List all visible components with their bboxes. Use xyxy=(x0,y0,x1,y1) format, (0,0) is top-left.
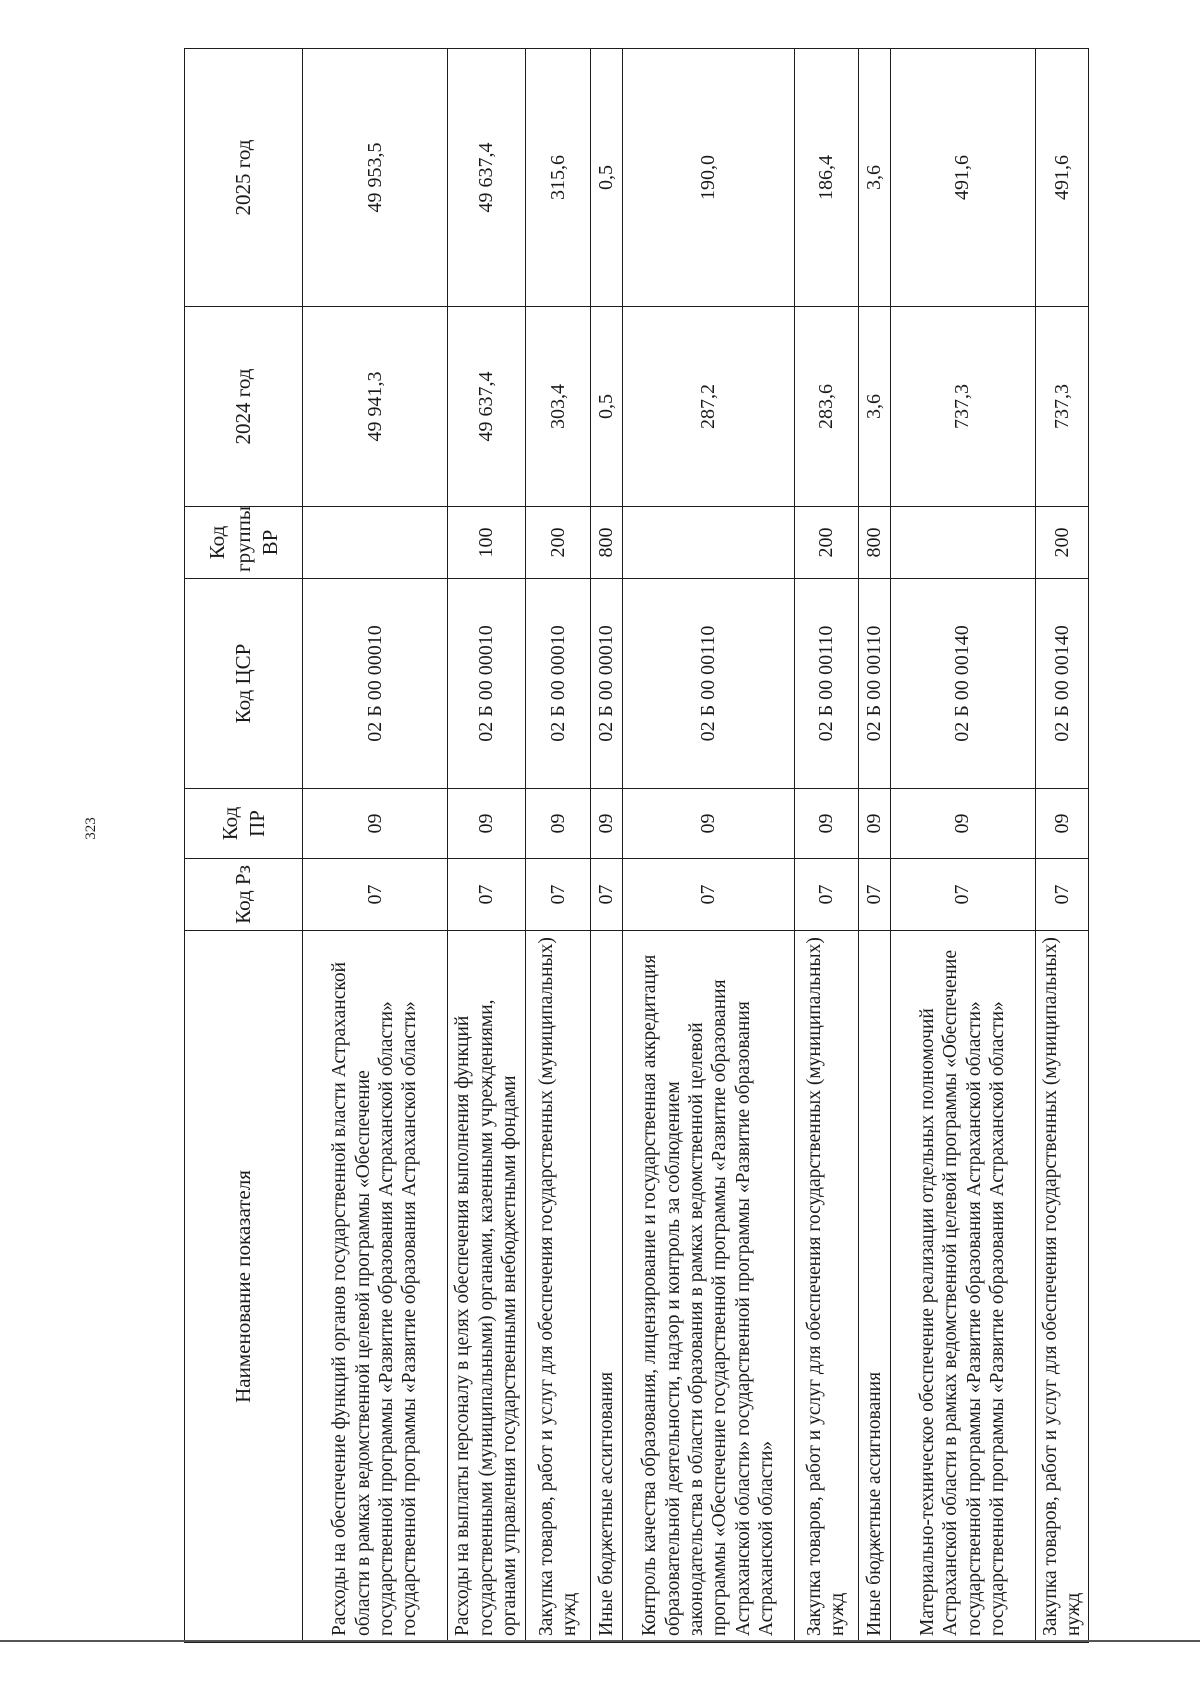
table-row xyxy=(526,49,591,1643)
cell-y2024: 49 637,4 xyxy=(448,307,526,507)
cell-y2025: 3,6 xyxy=(858,49,890,307)
cell-csr: 02 Б 00 00110 xyxy=(858,579,890,789)
cell-pr: 09 xyxy=(526,789,591,859)
cell-name: Иные бюджетные ассигнования xyxy=(858,931,890,1643)
table-row xyxy=(448,49,526,1643)
cell-y2025: 49 953,5 xyxy=(303,49,448,307)
cell-y2025: 0,5 xyxy=(591,49,623,307)
cell-name: Расходы на выплаты персоналу в целях обеспечения выполнения функций государственными (муниципальными) органами, казенными учреждениями, органами управления государственными внебюджетными фондами xyxy=(448,931,526,1643)
cell-csr: 02 Б 00 00010 xyxy=(303,579,448,789)
bottom-rule xyxy=(0,1640,1200,1642)
header-name: Наименование показателя xyxy=(185,931,303,1643)
cell-y2024: 3,6 xyxy=(858,307,890,507)
cell-pr: 09 xyxy=(591,789,623,859)
cell-rz: 07 xyxy=(591,859,623,931)
cell-csr: 02 Б 00 00010 xyxy=(448,579,526,789)
cell-rz: 07 xyxy=(794,859,858,931)
header-vr: Код группы ВР xyxy=(185,507,303,579)
table-row xyxy=(303,49,448,1643)
cell-vr: 200 xyxy=(1035,507,1089,579)
cell-rz: 07 xyxy=(1035,859,1089,931)
cell-name: Материально-техническое обеспечение реализации отдельных полномочий Астраханской области в рамках ведомственной целевой программы «Обеспечение государственной программы «Развитие образования Астраханской области» государственной программы «Развитие образования Астраханской области» xyxy=(890,931,1035,1643)
cell-y2024: 737,3 xyxy=(1035,307,1089,507)
cell-csr: 02 Б 00 00010 xyxy=(526,579,591,789)
table-row xyxy=(794,49,858,1643)
cell-y2025: 491,6 xyxy=(890,49,1035,307)
table-row xyxy=(1035,49,1089,1643)
header-rz: Код Рз xyxy=(185,859,303,931)
table-row xyxy=(890,49,1035,1643)
cell-name: Закупка товаров, работ и услуг для обеспечения государственных (муниципальных) нужд xyxy=(1035,931,1089,1643)
cell-vr: 800 xyxy=(591,507,623,579)
cell-vr: 800 xyxy=(858,507,890,579)
budget-table xyxy=(184,48,1089,1643)
cell-rz: 07 xyxy=(890,859,1035,931)
cell-y2024: 737,3 xyxy=(890,307,1035,507)
cell-csr: 02 Б 00 00140 xyxy=(890,579,1035,789)
cell-y2025: 315,6 xyxy=(526,49,591,307)
cell-csr: 02 Б 00 00110 xyxy=(794,579,858,789)
cell-pr: 09 xyxy=(303,789,448,859)
cell-name: Контроль качества образования, лицензирование и государственная аккредитация образовательной деятельности, надзор и контроль за соблюдением законодательства в области образования в рамках ведомственной целевой программы «Обеспечение государственной программы «Развитие образования Астраханской области» государственной программы «Развитие образования Астраханской области» xyxy=(622,931,794,1643)
cell-rz: 07 xyxy=(622,859,794,931)
cell-pr: 09 xyxy=(858,789,890,859)
cell-name: Закупка товаров, работ и услуг для обеспечения государственных (муниципальных) нужд xyxy=(794,931,858,1643)
cell-y2024: 303,4 xyxy=(526,307,591,507)
cell-rz: 07 xyxy=(448,859,526,931)
header-pr: Код ПР xyxy=(185,789,303,859)
cell-pr: 09 xyxy=(794,789,858,859)
cell-y2025: 491,6 xyxy=(1035,49,1089,307)
cell-pr: 09 xyxy=(448,789,526,859)
cell-rz: 07 xyxy=(303,859,448,931)
table-row xyxy=(858,49,890,1643)
cell-vr xyxy=(622,507,794,579)
header-row xyxy=(185,49,303,1643)
cell-vr: 200 xyxy=(526,507,591,579)
cell-vr: 200 xyxy=(794,507,858,579)
cell-name: Закупка товаров, работ и услуг для обеспечения государственных (муниципальных) нужд xyxy=(526,931,591,1643)
cell-y2025: 186,4 xyxy=(794,49,858,307)
cell-csr: 02 Б 00 00010 xyxy=(591,579,623,789)
table-row xyxy=(591,49,623,1643)
header-y2024: 2024 год xyxy=(185,307,303,507)
cell-y2024: 287,2 xyxy=(622,307,794,507)
header-csr: Код ЦСР xyxy=(185,579,303,789)
table-row xyxy=(622,49,794,1643)
cell-vr: 100 xyxy=(448,507,526,579)
cell-rz: 07 xyxy=(858,859,890,931)
cell-csr: 02 Б 00 00110 xyxy=(622,579,794,789)
cell-pr: 09 xyxy=(1035,789,1089,859)
cell-pr: 09 xyxy=(622,789,794,859)
cell-y2024: 0,5 xyxy=(591,307,623,507)
header-y2025: 2025 год xyxy=(185,49,303,307)
budget-table-rotated xyxy=(184,49,1084,1643)
cell-name: Расходы на обеспечение функций органов государственной власти Астраханской области в рамках ведомственной целевой программы «Обеспечение государственной программы «Развитие образования Астраханской области» государственной программы «Развитие образования Астраханской области» xyxy=(303,931,448,1643)
cell-y2024: 49 941,3 xyxy=(303,307,448,507)
cell-pr: 09 xyxy=(890,789,1035,859)
cell-vr xyxy=(303,507,448,579)
cell-y2024: 283,6 xyxy=(794,307,858,507)
cell-y2025: 190,0 xyxy=(622,49,794,307)
page-number: 323 xyxy=(82,817,99,840)
cell-vr xyxy=(890,507,1035,579)
cell-y2025: 49 637,4 xyxy=(448,49,526,307)
cell-csr: 02 Б 00 00140 xyxy=(1035,579,1089,789)
cell-rz: 07 xyxy=(526,859,591,931)
cell-name: Иные бюджетные ассигнования xyxy=(591,931,623,1643)
